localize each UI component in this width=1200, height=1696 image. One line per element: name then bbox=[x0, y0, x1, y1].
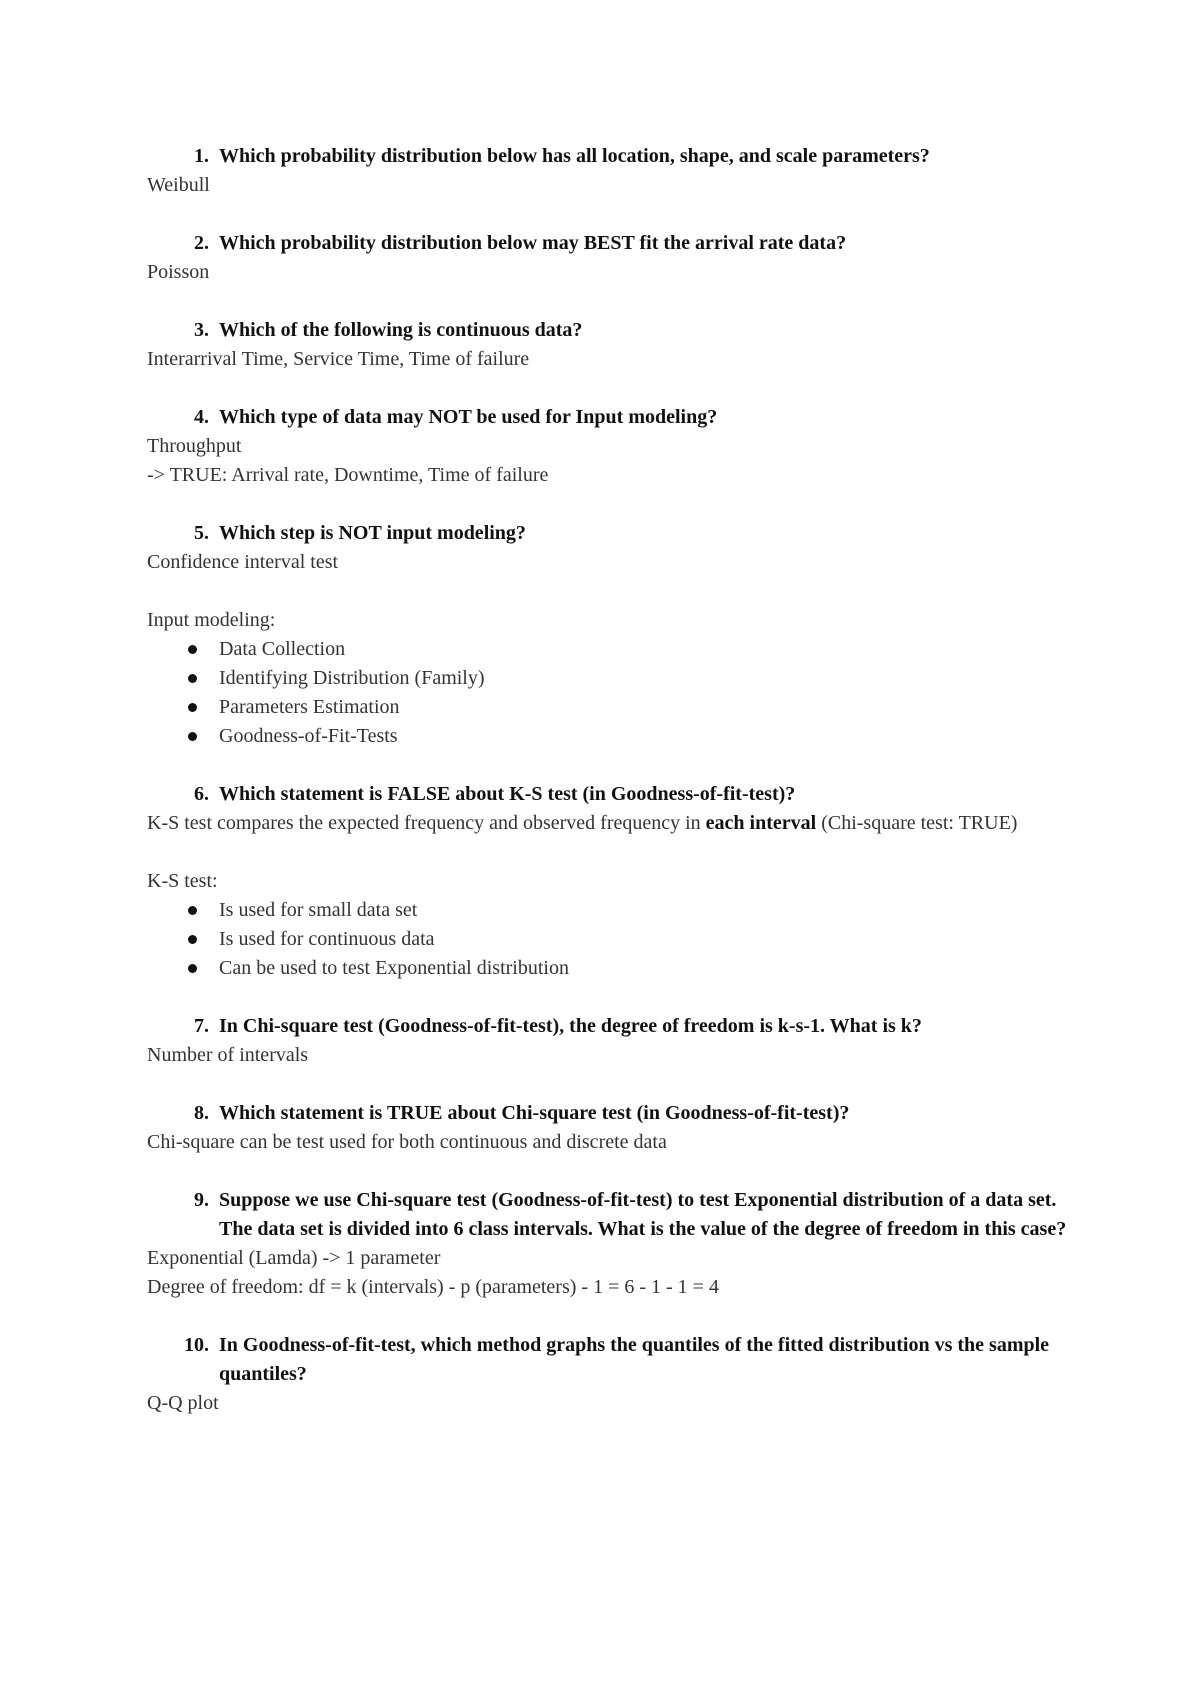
question-text: Which statement is FALSE about K-S test (in Goodness-of-fit-test)? bbox=[219, 783, 796, 805]
bullet-icon bbox=[188, 935, 197, 944]
bullet-icon bbox=[188, 964, 197, 973]
bullet-icon bbox=[188, 906, 197, 915]
question-text: Suppose we use Chi-square test (Goodness-of-fit-test) to test Exponential distribution of a data set. The data set is divided into 6 class intervals. What is the value of the degree of freedom in this case? bbox=[219, 1189, 1067, 1240]
bullet-icon bbox=[188, 674, 197, 683]
question-text: Which of the following is continuous data? bbox=[219, 319, 583, 341]
question-4 bbox=[147, 403, 1067, 432]
list-item: Parameters Estimation bbox=[147, 693, 1067, 722]
list-item: Identifying Distribution (Family) bbox=[147, 664, 1067, 693]
question-number: 6. bbox=[194, 783, 209, 805]
answer-1: Weibull bbox=[147, 174, 210, 196]
answer-4: Throughput bbox=[147, 435, 242, 457]
list-item: Is used for small data set bbox=[147, 896, 1067, 925]
answer-2: Poisson bbox=[147, 261, 210, 283]
question-8 bbox=[147, 1099, 1067, 1128]
bullet-icon bbox=[188, 732, 197, 741]
bullet-icon bbox=[188, 703, 197, 712]
question-number: 7. bbox=[194, 1015, 209, 1037]
question-number: 3. bbox=[194, 319, 209, 341]
question-3 bbox=[147, 316, 1067, 345]
question-text: Which step is NOT input modeling? bbox=[219, 522, 526, 544]
input-modeling-list bbox=[147, 635, 1067, 751]
ks-test-list bbox=[147, 896, 1067, 983]
list-item: Data Collection bbox=[147, 635, 1067, 664]
list-title: Input modeling: bbox=[147, 609, 276, 631]
question-text: In Chi-square test (Goodness-of-fit-test), the degree of freedom is k-s-1. What is k? bbox=[219, 1015, 922, 1037]
question-2 bbox=[147, 229, 1067, 258]
question-number: 10. bbox=[184, 1334, 209, 1356]
answer-9: Exponential (Lamda) -> 1 parameter bbox=[147, 1247, 441, 1269]
list-item: Goodness-of-Fit-Tests bbox=[147, 722, 1067, 751]
question-text: In Goodness-of-fit-test, which method graphs the quantiles of the fitted distribution vs the sample quantiles? bbox=[219, 1334, 1050, 1385]
answer-7: Number of intervals bbox=[147, 1044, 309, 1066]
question-10 bbox=[147, 1331, 1067, 1389]
answer-8: Chi-square can be test used for both continuous and discrete data bbox=[147, 1131, 667, 1153]
answer-5: Confidence interval test bbox=[147, 551, 339, 573]
question-number: 1. bbox=[194, 145, 209, 167]
bullet-icon bbox=[188, 645, 197, 654]
question-text: Which statement is TRUE about Chi-square test (in Goodness-of-fit-test)? bbox=[219, 1102, 850, 1124]
list-title: K-S test: bbox=[147, 870, 218, 892]
answer-3: Interarrival Time, Service Time, Time of failure bbox=[147, 348, 530, 370]
list-item: Is used for continuous data bbox=[147, 925, 1067, 954]
question-text: Which type of data may NOT be used for Input modeling? bbox=[219, 406, 718, 428]
answer-10: Q-Q plot bbox=[147, 1392, 219, 1414]
question-number: 2. bbox=[194, 232, 209, 254]
question-5 bbox=[147, 519, 1067, 548]
list-item: Can be used to test Exponential distribution bbox=[147, 954, 1067, 983]
question-text: Which probability distribution below has all location, shape, and scale parameters? bbox=[219, 145, 930, 167]
question-number: 8. bbox=[194, 1102, 209, 1124]
question-number: 5. bbox=[194, 522, 209, 544]
answer-4-note: -> TRUE: Arrival rate, Downtime, Time of failure bbox=[147, 464, 549, 486]
question-1 bbox=[147, 142, 1067, 171]
question-number: 9. bbox=[194, 1189, 209, 1211]
question-9 bbox=[147, 1186, 1067, 1244]
answer-9-note: Degree of freedom: df = k (intervals) - p (parameters) - 1 = 6 - 1 - 1 = 4 bbox=[147, 1276, 719, 1298]
question-7 bbox=[147, 1012, 1067, 1041]
question-text: Which probability distribution below may BEST fit the arrival rate data? bbox=[219, 232, 847, 254]
question-6 bbox=[147, 780, 1067, 809]
question-number: 4. bbox=[194, 406, 209, 428]
document-page bbox=[147, 142, 1067, 1418]
answer-6: K-S test compares the expected frequency and observed frequency in each interval (Chi-square test: TRUE) bbox=[147, 812, 1018, 834]
